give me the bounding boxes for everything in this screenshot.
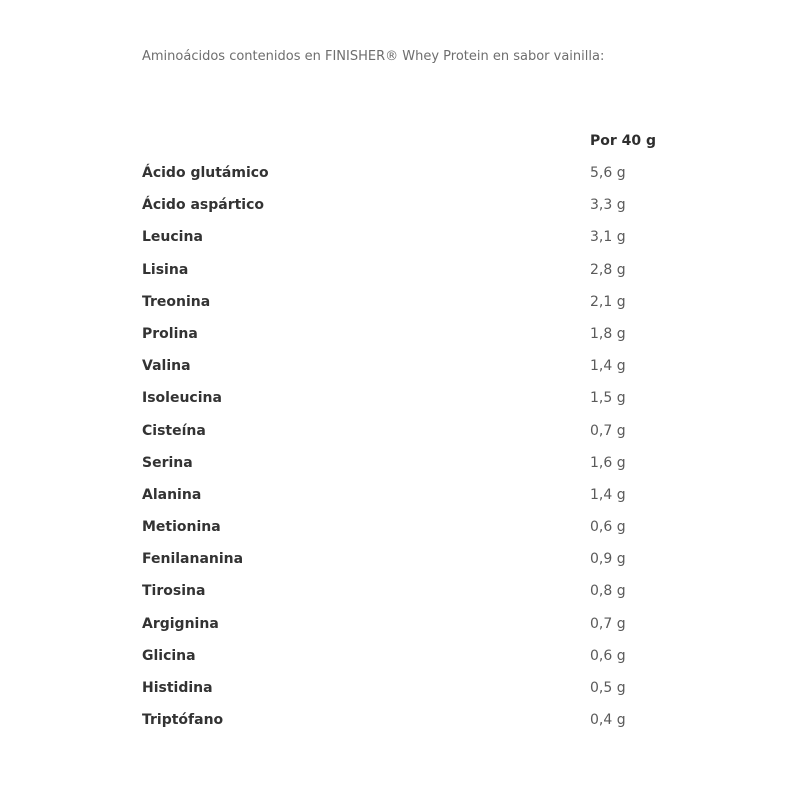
table-row [142, 677, 702, 709]
amino-acid-amount: 1,4 g [590, 486, 626, 503]
table-row [142, 580, 702, 612]
amino-acid-amount: 1,8 g [590, 325, 626, 342]
amino-acid-amount: 3,3 g [590, 197, 626, 214]
amino-acid-name: Ácido aspártico [142, 197, 265, 214]
amino-acid-amount: 0,6 g [590, 647, 626, 664]
amino-acid-amount: 0,7 g [590, 615, 626, 632]
table-row [142, 709, 702, 741]
table-row [142, 291, 702, 323]
table-row [142, 387, 702, 419]
amino-acid-name: Metionina [142, 519, 221, 536]
amino-acid-name: Alanina [142, 486, 202, 503]
amino-acid-name: Triptófano [142, 712, 224, 729]
amino-acid-amount: 0,7 g [590, 422, 626, 439]
table-row [142, 355, 702, 387]
amino-acid-name: Cisteína [142, 422, 206, 439]
amino-acid-name: Lisina [142, 261, 189, 278]
amino-acid-name: Tirosina [142, 583, 206, 600]
table-row [142, 516, 702, 548]
amino-acid-amount: 0,6 g [590, 519, 626, 536]
table-row [142, 420, 702, 452]
amino-acid-name: Serina [142, 454, 193, 471]
amino-acid-name: Argignina [142, 615, 219, 632]
amino-acid-amount: 2,8 g [590, 261, 626, 278]
amino-acid-table [142, 130, 702, 741]
amino-acid-amount: 2,1 g [590, 293, 626, 310]
table-row [142, 548, 702, 580]
amino-acid-name: Histidina [142, 680, 213, 696]
amino-acid-amount: 0,8 g [590, 583, 626, 600]
amino-acid-name: Prolina [142, 325, 198, 342]
amino-acid-name: Valina [142, 358, 191, 375]
table-row [142, 162, 702, 194]
table-row [142, 259, 702, 291]
amino-acid-name: Fenilananina [142, 551, 244, 568]
amino-acid-amount: 1,6 g [590, 454, 626, 471]
table-row [142, 226, 702, 258]
amino-acid-amount: 5,6 g [590, 165, 626, 181]
table-row [142, 194, 702, 226]
amino-acid-name: Glicina [142, 647, 196, 664]
table-row [142, 323, 702, 355]
amino-acid-amount: 3,1 g [590, 229, 626, 246]
table-body [142, 162, 702, 741]
amino-acid-amount: 0,4 g [590, 712, 626, 729]
amino-acid-amount: 0,5 g [590, 680, 626, 696]
intro-text: Aminoácidos contenidos en FINISHER® Whey Protein en sabor vainilla: [142, 49, 605, 64]
table-header [142, 130, 702, 152]
amino-acid-name: Ácido glutámico [142, 165, 269, 181]
amino-acid-amount: 1,4 g [590, 358, 626, 375]
table-row [142, 484, 702, 516]
amino-acid-amount: 1,5 g [590, 390, 626, 407]
table-row [142, 613, 702, 645]
amino-acid-name: Leucina [142, 229, 203, 246]
amino-acid-name: Isoleucina [142, 390, 222, 407]
amino-acid-amount: 0,9 g [590, 551, 626, 568]
value-column-header: Por 40 g [590, 133, 657, 149]
amino-acid-name: Treonina [142, 293, 211, 310]
table-row [142, 645, 702, 677]
table-row [142, 452, 702, 484]
